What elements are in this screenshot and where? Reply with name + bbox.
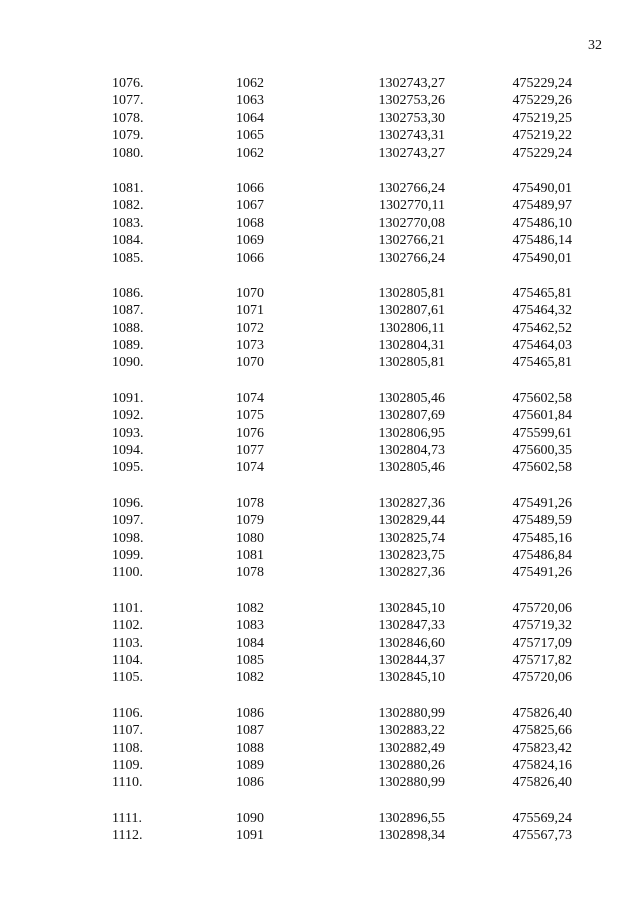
point-number-cell: 1090 — [236, 810, 264, 826]
x-coordinate-cell: 1302753,26 — [378, 93, 445, 109]
table-row — [0, 459, 640, 476]
x-coordinate-cell: 1302898,34 — [378, 828, 445, 844]
table-row — [0, 722, 640, 739]
table-row — [0, 530, 640, 547]
row-number-cell: 1093. — [112, 425, 144, 441]
row-number-cell: 1105. — [112, 670, 143, 686]
table-row — [0, 250, 640, 267]
table-row — [0, 232, 640, 249]
x-coordinate-cell: 1302753,30 — [378, 110, 445, 126]
y-coordinate-cell: 475489,97 — [512, 198, 572, 214]
point-number-cell: 1078 — [236, 495, 264, 511]
point-number-cell: 1079 — [236, 513, 264, 529]
row-number-cell: 1078. — [112, 110, 144, 126]
x-coordinate-cell: 1302805,46 — [378, 390, 445, 406]
x-coordinate-cell: 1302827,36 — [378, 495, 445, 511]
table-row — [0, 425, 640, 442]
row-number-cell: 1089. — [112, 338, 144, 354]
point-number-cell: 1063 — [236, 93, 264, 109]
x-coordinate-cell: 1302805,46 — [378, 460, 445, 476]
point-number-cell: 1070 — [236, 285, 264, 301]
point-number-cell: 1086 — [236, 775, 264, 791]
point-number-cell: 1072 — [236, 320, 264, 336]
point-number-cell: 1085 — [236, 652, 264, 668]
y-coordinate-cell: 475465,81 — [512, 355, 572, 371]
y-coordinate-cell: 475567,73 — [512, 828, 572, 844]
point-number-cell: 1066 — [236, 180, 264, 196]
row-number-cell: 1106. — [112, 705, 143, 721]
y-coordinate-cell: 475717,82 — [512, 652, 572, 668]
row-number-cell: 1076. — [112, 76, 144, 91]
point-number-cell: 1078 — [236, 565, 264, 581]
table-row — [0, 635, 640, 652]
table-row — [0, 145, 640, 162]
row-number-cell: 1090. — [112, 355, 144, 371]
row-number-cell: 1092. — [112, 408, 144, 424]
y-coordinate-cell: 475491,26 — [512, 495, 572, 511]
y-coordinate-cell: 475825,66 — [512, 723, 572, 739]
row-number-cell: 1091. — [112, 390, 144, 406]
x-coordinate-cell: 1302743,31 — [378, 128, 445, 144]
table-row — [0, 407, 640, 424]
point-number-cell: 1073 — [236, 338, 264, 354]
point-number-cell: 1069 — [236, 233, 264, 249]
point-group — [0, 75, 640, 162]
x-coordinate-cell: 1302806,11 — [379, 320, 445, 336]
row-number-cell: 1082. — [112, 198, 144, 214]
x-coordinate-cell: 1302845,10 — [378, 670, 445, 686]
x-coordinate-cell: 1302880,99 — [378, 775, 445, 791]
x-coordinate-cell: 1302847,33 — [378, 618, 445, 634]
table-row — [0, 774, 640, 791]
y-coordinate-cell: 475486,10 — [512, 215, 572, 231]
point-number-cell: 1071 — [236, 303, 264, 319]
row-number-cell: 1094. — [112, 443, 144, 459]
row-number-cell: 1087. — [112, 303, 144, 319]
table-row — [0, 285, 640, 302]
row-number-cell: 1083. — [112, 215, 144, 231]
row-number-cell: 1101. — [112, 600, 143, 616]
point-group — [0, 705, 640, 792]
y-coordinate-cell: 475720,06 — [512, 670, 572, 686]
y-coordinate-cell: 475602,58 — [512, 390, 572, 406]
row-number-cell: 1110. — [112, 775, 143, 791]
row-number-cell: 1085. — [112, 250, 144, 266]
x-coordinate-cell: 1302804,31 — [378, 338, 445, 354]
y-coordinate-cell: 475823,42 — [512, 740, 572, 756]
table-row — [0, 75, 640, 92]
point-number-cell: 1075 — [236, 408, 264, 424]
table-row — [0, 705, 640, 722]
point-number-cell: 1083 — [236, 618, 264, 634]
point-group — [0, 390, 640, 477]
x-coordinate-cell: 1302805,81 — [378, 285, 445, 301]
coordinate-table — [0, 75, 640, 862]
row-number-cell: 1099. — [112, 547, 144, 563]
row-number-cell: 1100. — [112, 565, 143, 581]
point-number-cell: 1065 — [236, 128, 264, 144]
table-row — [0, 127, 640, 144]
table-row — [0, 600, 640, 617]
x-coordinate-cell: 1302743,27 — [378, 76, 445, 91]
y-coordinate-cell: 475491,26 — [512, 565, 572, 581]
row-number-cell: 1077. — [112, 93, 144, 109]
table-row — [0, 669, 640, 686]
table-row — [0, 547, 640, 564]
x-coordinate-cell: 1302829,44 — [378, 513, 445, 529]
table-row — [0, 652, 640, 669]
table-row — [0, 740, 640, 757]
x-coordinate-cell: 1302844,37 — [378, 652, 445, 668]
row-number-cell: 1112. — [112, 828, 143, 844]
point-number-cell: 1082 — [236, 670, 264, 686]
point-number-cell: 1088 — [236, 740, 264, 756]
y-coordinate-cell: 475826,40 — [512, 775, 572, 791]
point-group — [0, 180, 640, 267]
y-coordinate-cell: 475464,03 — [512, 338, 572, 354]
table-row — [0, 442, 640, 459]
table-row — [0, 827, 640, 844]
point-number-cell: 1082 — [236, 600, 264, 616]
point-number-cell: 1066 — [236, 250, 264, 266]
y-coordinate-cell: 475229,26 — [512, 93, 572, 109]
y-coordinate-cell: 475569,24 — [512, 810, 572, 826]
point-number-cell: 1080 — [236, 530, 264, 546]
x-coordinate-cell: 1302805,81 — [378, 355, 445, 371]
table-row — [0, 197, 640, 214]
point-number-cell: 1087 — [236, 723, 264, 739]
x-coordinate-cell: 1302766,24 — [378, 250, 445, 266]
row-number-cell: 1079. — [112, 128, 144, 144]
y-coordinate-cell: 475486,84 — [512, 547, 572, 563]
point-group — [0, 600, 640, 687]
table-row — [0, 390, 640, 407]
row-number-cell: 1102. — [112, 618, 143, 634]
point-number-cell: 1068 — [236, 215, 264, 231]
point-number-cell: 1062 — [236, 76, 264, 91]
x-coordinate-cell: 1302804,73 — [378, 443, 445, 459]
point-group — [0, 285, 640, 372]
y-coordinate-cell: 475219,22 — [512, 128, 572, 144]
point-number-cell: 1081 — [236, 547, 264, 563]
x-coordinate-cell: 1302880,99 — [378, 705, 445, 721]
table-row — [0, 302, 640, 319]
table-row — [0, 215, 640, 232]
x-coordinate-cell: 1302880,26 — [378, 757, 445, 773]
point-number-cell: 1086 — [236, 705, 264, 721]
y-coordinate-cell: 475824,16 — [512, 757, 572, 773]
page-number: 32 — [588, 38, 602, 53]
y-coordinate-cell: 475219,25 — [512, 110, 572, 126]
point-number-cell: 1074 — [236, 390, 264, 406]
y-coordinate-cell: 475600,35 — [512, 443, 572, 459]
x-coordinate-cell: 1302823,75 — [378, 547, 445, 563]
table-row — [0, 757, 640, 774]
y-coordinate-cell: 475486,14 — [512, 233, 572, 249]
point-number-cell: 1074 — [236, 460, 264, 476]
x-coordinate-cell: 1302770,08 — [378, 215, 445, 231]
y-coordinate-cell: 475719,32 — [512, 618, 572, 634]
y-coordinate-cell: 475720,06 — [512, 600, 572, 616]
row-number-cell: 1088. — [112, 320, 144, 336]
y-coordinate-cell: 475826,40 — [512, 705, 572, 721]
row-number-cell: 1109. — [112, 757, 143, 773]
table-row — [0, 320, 640, 337]
y-coordinate-cell: 475599,61 — [512, 425, 572, 441]
x-coordinate-cell: 1302743,27 — [378, 145, 445, 161]
table-row — [0, 180, 640, 197]
y-coordinate-cell: 475490,01 — [512, 180, 572, 196]
row-number-cell: 1095. — [112, 460, 144, 476]
table-row — [0, 564, 640, 581]
table-row — [0, 92, 640, 109]
point-number-cell: 1084 — [236, 635, 264, 651]
point-number-cell: 1064 — [236, 110, 264, 126]
x-coordinate-cell: 1302845,10 — [378, 600, 445, 616]
y-coordinate-cell: 475485,16 — [512, 530, 572, 546]
x-coordinate-cell: 1302825,74 — [378, 530, 445, 546]
y-coordinate-cell: 475601,84 — [512, 408, 572, 424]
point-group — [0, 495, 640, 582]
y-coordinate-cell: 475489,59 — [512, 513, 572, 529]
point-number-cell: 1076 — [236, 425, 264, 441]
x-coordinate-cell: 1302896,55 — [378, 810, 445, 826]
point-number-cell: 1070 — [236, 355, 264, 371]
row-number-cell: 1080. — [112, 145, 144, 161]
row-number-cell: 1104. — [112, 652, 143, 668]
row-number-cell: 1097. — [112, 513, 144, 529]
y-coordinate-cell: 475464,32 — [512, 303, 572, 319]
table-row — [0, 337, 640, 354]
row-number-cell: 1107. — [112, 723, 143, 739]
x-coordinate-cell: 1302827,36 — [378, 565, 445, 581]
x-coordinate-cell: 1302766,21 — [378, 233, 445, 249]
x-coordinate-cell: 1302770,11 — [379, 198, 445, 214]
point-number-cell: 1089 — [236, 757, 264, 773]
x-coordinate-cell: 1302807,61 — [378, 303, 445, 319]
x-coordinate-cell: 1302807,69 — [378, 408, 445, 424]
table-row — [0, 617, 640, 634]
row-number-cell: 1084. — [112, 233, 144, 249]
point-group — [0, 810, 640, 845]
y-coordinate-cell: 475229,24 — [512, 145, 572, 161]
table-row — [0, 110, 640, 127]
y-coordinate-cell: 475490,01 — [512, 250, 572, 266]
row-number-cell: 1111. — [112, 810, 142, 826]
y-coordinate-cell: 475462,52 — [512, 320, 572, 336]
x-coordinate-cell: 1302882,49 — [378, 740, 445, 756]
row-number-cell: 1098. — [112, 530, 144, 546]
y-coordinate-cell: 475229,24 — [512, 76, 572, 91]
row-number-cell: 1081. — [112, 180, 144, 196]
y-coordinate-cell: 475602,58 — [512, 460, 572, 476]
y-coordinate-cell: 475717,09 — [512, 635, 572, 651]
table-row — [0, 810, 640, 827]
x-coordinate-cell: 1302883,22 — [378, 723, 445, 739]
table-row — [0, 354, 640, 371]
row-number-cell: 1108. — [112, 740, 143, 756]
point-number-cell: 1091 — [236, 828, 264, 844]
x-coordinate-cell: 1302766,24 — [378, 180, 445, 196]
point-number-cell: 1077 — [236, 443, 264, 459]
table-row — [0, 512, 640, 529]
row-number-cell: 1096. — [112, 495, 144, 511]
point-number-cell: 1067 — [236, 198, 264, 214]
x-coordinate-cell: 1302846,60 — [378, 635, 445, 651]
row-number-cell: 1103. — [112, 635, 143, 651]
x-coordinate-cell: 1302806,95 — [378, 425, 445, 441]
y-coordinate-cell: 475465,81 — [512, 285, 572, 301]
row-number-cell: 1086. — [112, 285, 144, 301]
table-row — [0, 495, 640, 512]
point-number-cell: 1062 — [236, 145, 264, 161]
